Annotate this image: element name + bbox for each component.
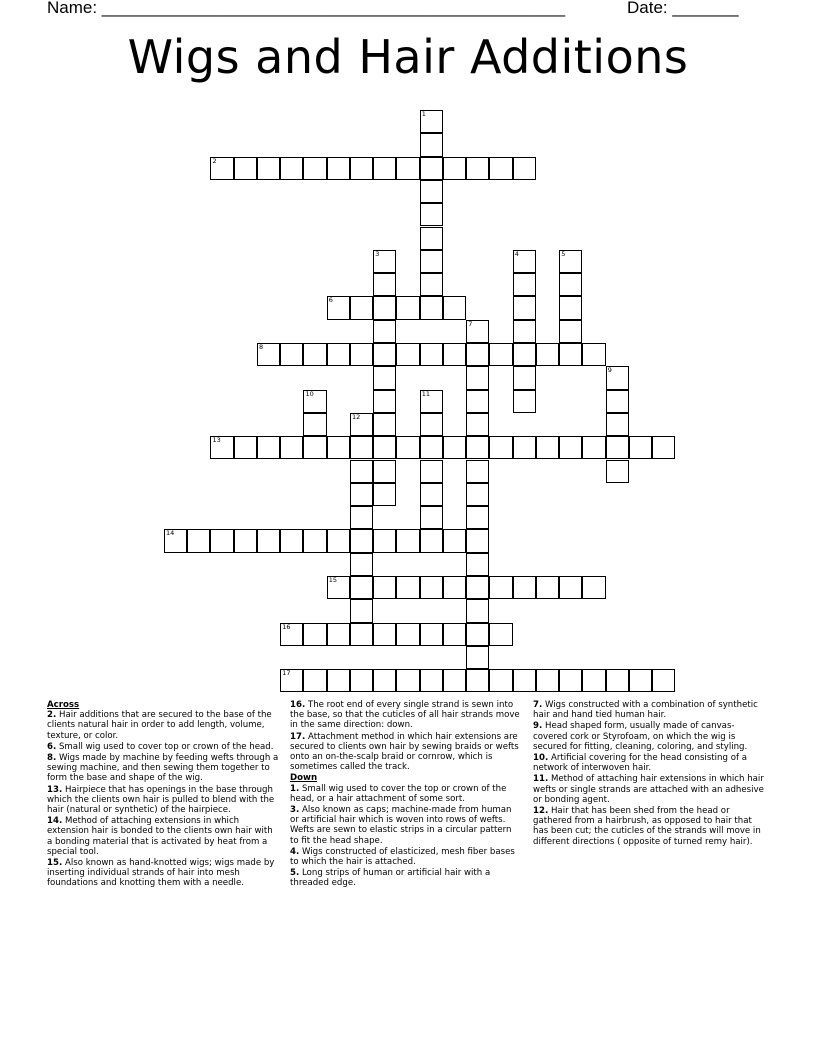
grid-cell[interactable] [303, 343, 326, 366]
clues-column-2 [290, 700, 522, 890]
clue-number: 11 [421, 389, 430, 398]
grid-cell[interactable] [303, 669, 326, 692]
grid-cell[interactable] [559, 343, 582, 366]
grid-cell[interactable] [373, 483, 396, 506]
grid-cell[interactable] [396, 669, 419, 692]
grid-cell[interactable] [420, 483, 443, 506]
grid-cell[interactable] [582, 669, 605, 692]
grid-cell[interactable] [513, 296, 536, 319]
clue-number-label: 13. [47, 784, 63, 795]
grid-cell[interactable] [466, 646, 489, 669]
clue-text: Small wig used to cover the top or crown of the head, or a hair attachment of some sort. [290, 783, 507, 804]
grid-cell[interactable] [582, 436, 605, 459]
clue-number-label: 5. [290, 868, 300, 879]
grid-cell[interactable] [513, 343, 536, 366]
grid-cell[interactable] [373, 460, 396, 483]
grid-cell[interactable] [420, 669, 443, 692]
clue-number-label: 6. [47, 741, 57, 752]
grid-cell[interactable] [164, 529, 187, 552]
grid-cell[interactable] [303, 157, 326, 180]
grid-cell[interactable] [234, 529, 257, 552]
clue-number-label: 16. [290, 700, 306, 710]
down-clue-list-b [533, 700, 765, 847]
grid-cell[interactable] [210, 436, 233, 459]
grid-cell[interactable] [350, 669, 373, 692]
grid-cell[interactable] [513, 436, 536, 459]
clue-text: Hairpiece that has openings in the base through which the clients own hair is pulled to blend with the hair (natural or synthetic) of the hairpiece. [47, 784, 275, 816]
grid-cell[interactable] [466, 483, 489, 506]
grid-cell[interactable] [350, 623, 373, 646]
clue-text: Also known as hand-knotted wigs; wigs made by inserting individual strands of hair into mesh foundations and knotting them with a needle. [47, 858, 275, 889]
clue-text: Head shaped form, usually made of canvas-covered cork or Styrofoam, on which the wig is secured for fitting, cleaning, coloring, and styling. [533, 721, 748, 752]
grid-cell[interactable] [606, 413, 629, 436]
clue-number: 13 [212, 436, 221, 445]
clue-text: Hair that has been shed from the head or gathered from a hairbrush, as opposed to hair that has been cut; the cuticles of the strands will move in different directions ( opposite of turned remy hair). [533, 806, 761, 847]
down-clue [533, 700, 765, 720]
across-clue [290, 732, 522, 773]
down-clue [533, 753, 765, 773]
grid-cell[interactable] [327, 669, 350, 692]
clue-number: 14 [165, 529, 175, 538]
grid-cell[interactable] [606, 390, 629, 413]
grid-cell[interactable] [629, 669, 652, 692]
grid-cell[interactable] [466, 623, 489, 646]
clue-number: 5 [561, 249, 566, 258]
grid-cell[interactable] [373, 669, 396, 692]
grid-cell[interactable] [443, 576, 466, 599]
grid-cell[interactable] [420, 296, 443, 319]
clue-number-label: 7. [533, 700, 543, 710]
grid-cell[interactable] [350, 157, 373, 180]
grid-cell[interactable] [652, 436, 675, 459]
grid-cell[interactable] [327, 296, 350, 319]
grid-cell[interactable] [466, 599, 489, 622]
grid-cell[interactable] [606, 460, 629, 483]
clue-text: Attachment method in which hair extensions are secured to clients own hair by sewing braids or wefts onto an on-the-scalp braid or cornrow, which is sometimes called the track. [290, 731, 519, 773]
down-clue [290, 805, 522, 846]
grid-cell[interactable] [420, 529, 443, 552]
grid-cell[interactable] [559, 436, 582, 459]
grid-cell[interactable] [420, 180, 443, 203]
grid-cell[interactable] [350, 506, 373, 529]
grid-cell[interactable] [327, 529, 350, 552]
grid-cell[interactable] [582, 343, 605, 366]
grid-cell[interactable] [420, 413, 443, 436]
grid-cell[interactable] [420, 227, 443, 250]
grid-cell[interactable] [350, 483, 373, 506]
grid-cell[interactable] [513, 320, 536, 343]
grid-cell[interactable] [420, 623, 443, 646]
grid-cell[interactable] [466, 343, 489, 366]
clue-number-label: 12. [533, 806, 549, 817]
grid-cell[interactable] [420, 157, 443, 180]
clue-text: Artificial covering for the head consisting of a network of interwoven hair. [533, 753, 747, 774]
grid-cell[interactable] [420, 506, 443, 529]
clue-number: 7 [468, 319, 473, 328]
down-clue [290, 784, 522, 804]
grid-cell[interactable] [466, 436, 489, 459]
grid-cell[interactable] [350, 553, 373, 576]
clue-number: 1 [421, 110, 426, 118]
clue-number-label: 10. [533, 753, 549, 764]
clue-text: Long strips of human or artificial hair with a threaded edge. [290, 868, 491, 889]
across-clue [47, 858, 279, 889]
across-clue [290, 700, 522, 731]
grid-cell[interactable] [280, 529, 303, 552]
clue-number-label: 1. [290, 783, 300, 794]
clue-text: The root end of every single strand is sewn into the base, so that the cuticles of all hair strands move in the same direction: down. [290, 700, 520, 731]
clue-number: 15 [328, 576, 337, 584]
clue-number-label: 9. [533, 721, 543, 732]
grid-cell[interactable] [303, 436, 326, 459]
grid-cell[interactable] [373, 250, 396, 273]
clue-number-label: 3. [290, 805, 300, 816]
clue-number-label: 4. [290, 846, 300, 857]
clues-column-3 [533, 700, 765, 848]
grid-cell[interactable] [257, 529, 280, 552]
grid-cell[interactable] [373, 320, 396, 343]
clue-text: Also known as caps; machine-made from human or artificial hair which is woven into rows of wefts. Wefts are sewn to elastic strips in a circular pattern to fit the head shape. [290, 805, 512, 846]
grid-cell[interactable] [420, 133, 443, 156]
grid-cell[interactable] [420, 203, 443, 226]
grid-cell[interactable] [396, 157, 419, 180]
clue-text: Small wig used to cover top or crown of the head. [56, 741, 274, 752]
clue-number-label: 17. [290, 731, 306, 742]
grid-cell[interactable] [396, 576, 419, 599]
down-clue [533, 721, 765, 752]
grid-cell[interactable] [257, 436, 280, 459]
clue-number: 2 [212, 156, 217, 165]
grid-cell[interactable] [489, 436, 512, 459]
clue-text: Wigs constructed with a combination of synthetic hair and hand tied human hair. [533, 700, 758, 721]
grid-cell[interactable] [396, 436, 419, 459]
across-heading: Across [47, 700, 80, 710]
clue-number: 12 [351, 412, 361, 421]
grid-cell[interactable] [350, 529, 373, 552]
grid-cell[interactable] [513, 250, 536, 273]
clue-number-label: 15. [47, 858, 63, 869]
grid-cell[interactable] [606, 669, 629, 692]
grid-cell[interactable] [629, 436, 652, 459]
grid-cell[interactable] [350, 413, 373, 436]
clue-number: 3 [375, 249, 380, 258]
grid-cell[interactable] [559, 320, 582, 343]
grid-cell[interactable] [350, 296, 373, 319]
clue-number: 9 [607, 366, 612, 375]
grid-cell[interactable] [513, 157, 536, 180]
grid-cell[interactable] [373, 343, 396, 366]
grid-cell[interactable] [327, 576, 350, 599]
grid-cell[interactable] [466, 669, 489, 692]
name-date-header [0, 0, 816, 22]
across-clue [47, 816, 279, 857]
grid-cell[interactable] [350, 460, 373, 483]
grid-cell[interactable] [513, 390, 536, 413]
grid-cell[interactable] [489, 343, 512, 366]
grid-cell[interactable] [466, 576, 489, 599]
down-clue-list-a [290, 784, 522, 889]
across-clue-list-b [290, 700, 522, 772]
grid-cell[interactable] [513, 576, 536, 599]
down-clue [290, 847, 522, 867]
grid-cell[interactable] [210, 529, 233, 552]
grid-cell[interactable] [559, 576, 582, 599]
clue-number: 6 [328, 296, 333, 305]
grid-cell[interactable] [513, 366, 536, 389]
grid-cell[interactable] [513, 669, 536, 692]
clue-number: 4 [514, 249, 519, 258]
grid-cell[interactable] [466, 529, 489, 552]
down-heading: Down [290, 773, 318, 784]
grid-cell[interactable] [420, 390, 443, 413]
name-field-label[interactable]: Name: _________________________________________________ [47, 0, 566, 17]
grid-cell[interactable] [489, 576, 512, 599]
grid-cell[interactable] [396, 623, 419, 646]
grid-cell[interactable] [466, 460, 489, 483]
grid-cell[interactable] [443, 296, 466, 319]
grid-cell[interactable] [559, 669, 582, 692]
puzzle-title: Wigs and Hair Additions [127, 30, 689, 84]
grid-cell[interactable] [466, 366, 489, 389]
grid-cell[interactable] [443, 436, 466, 459]
grid-cell[interactable] [559, 273, 582, 296]
clue-number-label: 14. [47, 816, 63, 827]
across-clue [47, 742, 279, 752]
grid-cell[interactable] [559, 250, 582, 273]
grid-cell[interactable] [582, 576, 605, 599]
date-field-label[interactable]: Date: _______ [627, 0, 739, 17]
clue-text: Wigs constructed of elasticized, mesh fiber bases to which the hair is attached. [290, 846, 515, 868]
grid-cell[interactable] [280, 623, 303, 646]
clue-number-label: 2. [47, 710, 57, 721]
grid-cell[interactable] [373, 436, 396, 459]
grid-cell[interactable] [327, 157, 350, 180]
grid-cell[interactable] [303, 390, 326, 413]
grid-cell[interactable] [373, 157, 396, 180]
grid-cell[interactable] [443, 343, 466, 366]
clues-column-1 [47, 700, 279, 890]
grid-cell[interactable] [350, 576, 373, 599]
down-clue [533, 774, 765, 805]
grid-cell[interactable] [303, 529, 326, 552]
grid-cell[interactable] [350, 599, 373, 622]
grid-cell[interactable] [280, 436, 303, 459]
grid-cell[interactable] [606, 436, 629, 459]
grid-cell[interactable] [466, 506, 489, 529]
grid-cell[interactable] [420, 576, 443, 599]
grid-cell[interactable] [420, 436, 443, 459]
grid-cell[interactable] [443, 623, 466, 646]
down-clue [533, 806, 765, 847]
grid-cell[interactable] [606, 366, 629, 389]
clue-text: Method of attaching extensions in which extension hair is bonded to the clients own hair with a bonding material that is activated by heat from a special tool. [47, 816, 273, 857]
grid-cell[interactable] [396, 296, 419, 319]
grid-cell[interactable] [489, 623, 512, 646]
grid-cell[interactable] [303, 623, 326, 646]
grid-cell[interactable] [373, 366, 396, 389]
across-clue [47, 785, 279, 816]
across-clue [47, 753, 279, 784]
grid-cell[interactable] [536, 669, 559, 692]
grid-cell[interactable] [257, 157, 280, 180]
grid-cell[interactable] [303, 413, 326, 436]
clue-number-label: 8. [47, 753, 57, 764]
grid-cell[interactable] [466, 390, 489, 413]
grid-cell[interactable] [420, 343, 443, 366]
grid-cell[interactable] [373, 390, 396, 413]
grid-cell[interactable] [350, 343, 373, 366]
grid-cell[interactable] [443, 529, 466, 552]
grid-cell[interactable] [373, 576, 396, 599]
grid-cell[interactable] [513, 273, 536, 296]
grid-cell[interactable] [280, 343, 303, 366]
grid-cell[interactable] [489, 669, 512, 692]
grid-cell[interactable] [536, 436, 559, 459]
grid-cell[interactable] [536, 343, 559, 366]
grid-cell[interactable] [466, 320, 489, 343]
grid-cell[interactable] [420, 110, 443, 133]
grid-cell[interactable] [489, 157, 512, 180]
grid-cell[interactable] [327, 623, 350, 646]
clue-text: Wigs made by machine by feeding wefts through a sewing machine, and then sewing them together to form the base and shape of the wig. [47, 753, 279, 784]
grid-cell[interactable] [187, 529, 210, 552]
grid-cell[interactable] [350, 436, 373, 459]
grid-cell[interactable] [257, 343, 280, 366]
grid-cell[interactable] [420, 460, 443, 483]
grid-cell[interactable] [536, 576, 559, 599]
grid-cell[interactable] [373, 623, 396, 646]
clue-number-label: 11. [533, 774, 549, 785]
grid-cell[interactable] [559, 296, 582, 319]
grid-cell[interactable] [373, 296, 396, 319]
grid-cell[interactable] [466, 157, 489, 180]
grid-cell[interactable] [210, 157, 233, 180]
grid-cell[interactable] [443, 157, 466, 180]
grid-cell[interactable] [280, 157, 303, 180]
clue-text: Hair additions that are secured to the base of the clients natural hair in order to add length, volume, texture, or color. [47, 710, 272, 741]
grid-cell[interactable] [373, 413, 396, 436]
grid-cell[interactable] [373, 273, 396, 296]
grid-cell[interactable] [652, 669, 675, 692]
grid-cell[interactable] [396, 343, 419, 366]
grid-cell[interactable] [466, 413, 489, 436]
grid-cell[interactable] [234, 436, 257, 459]
grid-cell[interactable] [466, 553, 489, 576]
grid-cell[interactable] [234, 157, 257, 180]
clue-number: 16 [282, 622, 291, 631]
grid-cell[interactable] [327, 436, 350, 459]
down-clue [290, 868, 522, 888]
grid-cell[interactable] [280, 669, 303, 692]
grid-cell[interactable] [420, 273, 443, 296]
grid-cell[interactable] [373, 529, 396, 552]
grid-cell[interactable] [420, 250, 443, 273]
clue-text: Method of attaching hair extensions in which hair wefts or single strands are attached with an adhesive or bonding agent. [533, 774, 764, 805]
clue-number: 8 [258, 343, 264, 351]
clue-number: 10 [305, 389, 314, 398]
grid-cell[interactable] [443, 669, 466, 692]
clue-number: 17 [282, 669, 291, 678]
grid-cell[interactable] [327, 343, 350, 366]
across-clue [47, 710, 279, 741]
grid-cell[interactable] [396, 529, 419, 552]
across-clue-list-a [47, 710, 279, 888]
